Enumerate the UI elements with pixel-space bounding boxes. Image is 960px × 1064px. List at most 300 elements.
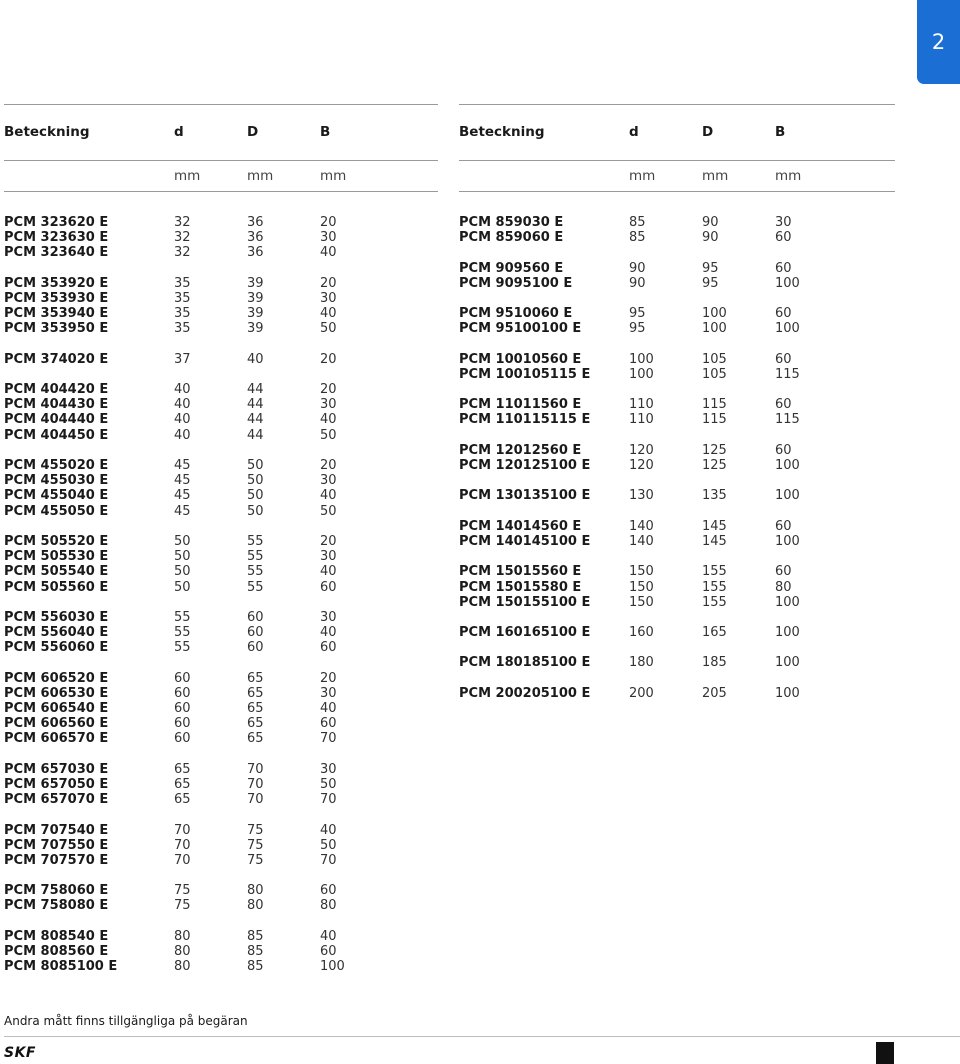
designation-cell: PCM 120125100 E xyxy=(459,458,591,473)
B-cell: 70 xyxy=(320,852,337,868)
table-row xyxy=(4,549,438,564)
D-cell: 115 xyxy=(702,412,727,428)
table-row xyxy=(459,261,895,276)
B-cell: 100 xyxy=(775,625,800,641)
footer-rule xyxy=(4,1036,960,1037)
designation-cell: PCM 859060 E xyxy=(459,230,564,246)
row-group xyxy=(4,671,438,747)
d-cell: 45 xyxy=(174,473,191,489)
designation-cell: PCM 8085100 E xyxy=(4,959,118,975)
designation-cell: PCM 353940 E xyxy=(4,306,109,322)
D-cell: 44 xyxy=(247,382,264,398)
designation-cell: PCM 353930 E xyxy=(4,290,109,306)
table-row xyxy=(4,625,438,640)
table-row xyxy=(459,321,895,336)
D-cell: 75 xyxy=(247,822,264,838)
table-row xyxy=(4,397,438,412)
designation-cell: PCM 404420 E xyxy=(4,382,109,398)
d-cell: 45 xyxy=(174,503,191,519)
B-cell: 40 xyxy=(320,306,337,322)
designation-cell: PCM 606540 E xyxy=(4,701,109,716)
D-cell: 60 xyxy=(247,609,264,625)
table-row xyxy=(4,610,438,625)
unit-D: mm xyxy=(702,168,729,184)
table-row xyxy=(4,838,438,853)
designation-cell: PCM 200205100 E xyxy=(459,685,591,701)
d-cell: 50 xyxy=(174,549,191,565)
designation-cell: PCM 14014560 E xyxy=(459,518,582,534)
designation-cell: PCM 130135100 E xyxy=(459,488,591,504)
D-cell: 155 xyxy=(702,564,727,580)
table-row xyxy=(459,686,895,701)
table-row xyxy=(4,382,438,397)
d-cell: 100 xyxy=(629,366,654,382)
designation-cell: PCM 404440 E xyxy=(4,412,109,428)
D-cell: 55 xyxy=(247,549,264,565)
D-cell: 80 xyxy=(247,898,264,914)
designation-cell: PCM 9510060 E xyxy=(459,306,573,322)
table-row xyxy=(4,823,438,838)
B-cell: 20 xyxy=(320,670,337,686)
d-cell: 65 xyxy=(174,792,191,808)
row-group xyxy=(4,610,438,656)
B-cell: 60 xyxy=(320,640,337,656)
table-row xyxy=(4,534,438,549)
D-cell: 70 xyxy=(247,776,264,792)
D-cell: 100 xyxy=(702,306,727,322)
header-D: D xyxy=(702,124,714,140)
row-group xyxy=(459,215,895,245)
D-cell: 44 xyxy=(247,412,264,428)
B-cell: 115 xyxy=(775,412,800,428)
D-cell: 36 xyxy=(247,230,264,246)
designation-cell: PCM 556040 E xyxy=(4,625,109,641)
table-row xyxy=(459,519,895,534)
row-group xyxy=(4,883,438,913)
row-group xyxy=(459,306,895,336)
unit-B: mm xyxy=(775,168,802,184)
d-cell: 120 xyxy=(629,458,654,473)
unit-d: mm xyxy=(629,168,656,184)
D-cell: 115 xyxy=(702,397,727,413)
table-row xyxy=(459,397,895,412)
D-cell: 65 xyxy=(247,685,264,701)
designation-cell: PCM 505520 E xyxy=(4,533,109,549)
row-group xyxy=(459,686,895,701)
header-D: D xyxy=(247,124,259,140)
d-cell: 45 xyxy=(174,458,191,473)
table-body xyxy=(4,192,438,974)
D-cell: 65 xyxy=(247,716,264,732)
designation-cell: PCM 353920 E xyxy=(4,275,109,291)
D-cell: 105 xyxy=(702,351,727,367)
B-cell: 20 xyxy=(320,215,337,230)
D-cell: 50 xyxy=(247,473,264,489)
table-row xyxy=(4,352,438,367)
D-cell: 60 xyxy=(247,625,264,641)
D-cell: 50 xyxy=(247,503,264,519)
header-d: d xyxy=(174,124,184,140)
table-row xyxy=(4,686,438,701)
d-cell: 160 xyxy=(629,625,654,641)
table-row xyxy=(4,473,438,488)
table-row xyxy=(4,580,438,595)
D-cell: 36 xyxy=(247,215,264,230)
row-group xyxy=(4,352,438,367)
designation-cell: PCM 505530 E xyxy=(4,549,109,565)
table-row xyxy=(4,792,438,807)
D-cell: 40 xyxy=(247,351,264,367)
designation-cell: PCM 12012560 E xyxy=(459,442,582,458)
row-group xyxy=(459,443,895,473)
table-row xyxy=(459,367,895,382)
header-d: d xyxy=(629,124,639,140)
table-row xyxy=(459,458,895,473)
row-group xyxy=(459,564,895,610)
table-row xyxy=(4,762,438,777)
D-cell: 36 xyxy=(247,245,264,261)
designation-cell: PCM 556030 E xyxy=(4,609,109,625)
designation-cell: PCM 455040 E xyxy=(4,488,109,504)
B-cell: 60 xyxy=(320,883,337,899)
table-row xyxy=(4,944,438,959)
d-cell: 65 xyxy=(174,761,191,777)
table-row xyxy=(459,534,895,549)
table-row xyxy=(4,488,438,503)
D-cell: 95 xyxy=(702,260,719,276)
d-cell: 40 xyxy=(174,397,191,413)
table-row xyxy=(4,245,438,260)
designation-cell: PCM 404430 E xyxy=(4,397,109,413)
B-cell: 115 xyxy=(775,366,800,382)
d-cell: 50 xyxy=(174,564,191,580)
row-group xyxy=(459,655,895,670)
d-cell: 35 xyxy=(174,275,191,291)
table-row xyxy=(459,230,895,245)
d-cell: 70 xyxy=(174,837,191,853)
d-cell: 200 xyxy=(629,685,654,701)
designation-cell: PCM 9095100 E xyxy=(459,275,573,291)
D-cell: 85 xyxy=(247,944,264,959)
designation-cell: PCM 15015560 E xyxy=(459,564,582,580)
designation-cell: PCM 909560 E xyxy=(459,260,564,276)
table-row xyxy=(459,306,895,321)
B-cell: 100 xyxy=(775,321,800,337)
row-group xyxy=(459,625,895,640)
table-row xyxy=(459,580,895,595)
B-cell: 20 xyxy=(320,382,337,398)
d-cell: 55 xyxy=(174,640,191,656)
unit-d: mm xyxy=(174,168,201,184)
designation-cell: PCM 707570 E xyxy=(4,852,109,868)
D-cell: 55 xyxy=(247,579,264,595)
footnote: Andra mått finns tillgängliga på begäran xyxy=(4,1014,248,1028)
B-cell: 40 xyxy=(320,245,337,261)
table-row xyxy=(459,276,895,291)
B-cell: 20 xyxy=(320,275,337,291)
row-group xyxy=(4,458,438,519)
B-cell: 50 xyxy=(320,427,337,443)
table-row xyxy=(4,306,438,321)
designation-cell: PCM 10010560 E xyxy=(459,351,582,367)
B-cell: 30 xyxy=(320,473,337,489)
B-cell: 80 xyxy=(775,579,792,595)
D-cell: 100 xyxy=(702,321,727,337)
table-row xyxy=(459,564,895,579)
d-cell: 80 xyxy=(174,944,191,959)
B-cell: 20 xyxy=(320,351,337,367)
B-cell: 30 xyxy=(320,549,337,565)
designation-cell: PCM 323640 E xyxy=(4,245,109,261)
table-row xyxy=(4,716,438,731)
d-cell: 85 xyxy=(629,215,646,230)
table-row xyxy=(4,640,438,655)
B-cell: 100 xyxy=(775,594,800,610)
d-cell: 85 xyxy=(629,230,646,246)
d-cell: 75 xyxy=(174,883,191,899)
page-number: 2 xyxy=(931,30,946,54)
table-row xyxy=(4,701,438,716)
B-cell: 80 xyxy=(320,898,337,914)
row-group xyxy=(4,382,438,443)
table-row xyxy=(4,853,438,868)
designation-cell: PCM 556060 E xyxy=(4,640,109,656)
D-cell: 39 xyxy=(247,321,264,337)
B-cell: 50 xyxy=(320,321,337,337)
D-cell: 145 xyxy=(702,518,727,534)
d-cell: 140 xyxy=(629,518,654,534)
B-cell: 20 xyxy=(320,458,337,473)
B-cell: 100 xyxy=(775,685,800,701)
designation-cell: PCM 160165100 E xyxy=(459,625,591,641)
D-cell: 39 xyxy=(247,306,264,322)
B-cell: 40 xyxy=(320,928,337,944)
d-cell: 60 xyxy=(174,670,191,686)
D-cell: 50 xyxy=(247,458,264,473)
designation-cell: PCM 455020 E xyxy=(4,458,109,473)
unit-D: mm xyxy=(247,168,274,184)
D-cell: 44 xyxy=(247,427,264,443)
table-row xyxy=(459,443,895,458)
row-group xyxy=(4,929,438,975)
D-cell: 55 xyxy=(247,564,264,580)
d-cell: 120 xyxy=(629,442,654,458)
designation-cell: PCM 606570 E xyxy=(4,731,109,747)
B-cell: 70 xyxy=(320,792,337,808)
table-row xyxy=(4,564,438,579)
D-cell: 39 xyxy=(247,290,264,306)
designation-cell: PCM 110115115 E xyxy=(459,412,591,428)
d-cell: 45 xyxy=(174,488,191,504)
table-row xyxy=(459,655,895,670)
B-cell: 30 xyxy=(320,230,337,246)
row-group xyxy=(459,519,895,549)
D-cell: 75 xyxy=(247,852,264,868)
B-cell: 30 xyxy=(320,609,337,625)
d-cell: 60 xyxy=(174,731,191,747)
unit-B: mm xyxy=(320,168,347,184)
B-cell: 100 xyxy=(775,275,800,291)
D-cell: 80 xyxy=(247,883,264,899)
d-cell: 55 xyxy=(174,609,191,625)
row-group xyxy=(459,488,895,503)
B-cell: 60 xyxy=(775,442,792,458)
designation-cell: PCM 455030 E xyxy=(4,473,109,489)
B-cell: 30 xyxy=(320,397,337,413)
corner-marker xyxy=(876,1042,894,1064)
D-cell: 185 xyxy=(702,655,727,671)
row-group xyxy=(459,352,895,382)
B-cell: 100 xyxy=(775,488,800,504)
designation-cell: PCM 808540 E xyxy=(4,928,109,944)
table-row xyxy=(4,959,438,974)
B-cell: 30 xyxy=(320,290,337,306)
right-table xyxy=(459,104,895,716)
D-cell: 205 xyxy=(702,685,727,701)
d-cell: 35 xyxy=(174,306,191,322)
d-cell: 80 xyxy=(174,928,191,944)
d-cell: 65 xyxy=(174,776,191,792)
designation-cell: PCM 758060 E xyxy=(4,883,109,899)
D-cell: 50 xyxy=(247,488,264,504)
table-row xyxy=(459,488,895,503)
table-row xyxy=(4,291,438,306)
table-row xyxy=(4,412,438,427)
designation-cell: PCM 505540 E xyxy=(4,564,109,580)
D-cell: 65 xyxy=(247,670,264,686)
row-group xyxy=(4,762,438,808)
B-cell: 60 xyxy=(775,260,792,276)
designation-cell: PCM 657050 E xyxy=(4,776,109,792)
B-cell: 60 xyxy=(775,518,792,534)
table-row xyxy=(459,215,895,230)
designation-cell: PCM 606530 E xyxy=(4,685,109,701)
B-cell: 50 xyxy=(320,776,337,792)
D-cell: 85 xyxy=(247,928,264,944)
table-row xyxy=(4,883,438,898)
D-cell: 75 xyxy=(247,837,264,853)
D-cell: 44 xyxy=(247,397,264,413)
D-cell: 85 xyxy=(247,959,264,975)
row-group xyxy=(459,261,895,291)
D-cell: 135 xyxy=(702,488,727,504)
table-row xyxy=(459,352,895,367)
D-cell: 55 xyxy=(247,533,264,549)
table-header-row xyxy=(459,105,895,160)
header-B: B xyxy=(320,124,331,140)
designation-cell: PCM 455050 E xyxy=(4,503,109,519)
B-cell: 30 xyxy=(775,215,792,230)
d-cell: 90 xyxy=(629,260,646,276)
row-group xyxy=(4,823,438,869)
D-cell: 65 xyxy=(247,701,264,716)
d-cell: 180 xyxy=(629,655,654,671)
B-cell: 50 xyxy=(320,837,337,853)
header-designation: Beteckning xyxy=(4,124,90,140)
d-cell: 37 xyxy=(174,351,191,367)
table-row xyxy=(4,898,438,913)
d-cell: 35 xyxy=(174,321,191,337)
B-cell: 60 xyxy=(320,579,337,595)
B-cell: 100 xyxy=(320,959,345,975)
left-table xyxy=(4,104,438,990)
table-unit-row xyxy=(4,161,438,191)
designation-cell: PCM 657070 E xyxy=(4,792,109,808)
d-cell: 40 xyxy=(174,427,191,443)
header-designation: Beteckning xyxy=(459,124,545,140)
d-cell: 130 xyxy=(629,488,654,504)
table-row xyxy=(4,504,438,519)
d-cell: 140 xyxy=(629,533,654,549)
d-cell: 60 xyxy=(174,716,191,732)
B-cell: 100 xyxy=(775,533,800,549)
d-cell: 110 xyxy=(629,397,654,413)
B-cell: 40 xyxy=(320,488,337,504)
d-cell: 40 xyxy=(174,412,191,428)
row-group xyxy=(4,276,438,337)
d-cell: 50 xyxy=(174,533,191,549)
designation-cell: PCM 150155100 E xyxy=(459,594,591,610)
d-cell: 70 xyxy=(174,822,191,838)
B-cell: 60 xyxy=(775,397,792,413)
D-cell: 90 xyxy=(702,215,719,230)
B-cell: 40 xyxy=(320,412,337,428)
table-row xyxy=(4,671,438,686)
table-row xyxy=(4,428,438,443)
d-cell: 55 xyxy=(174,625,191,641)
designation-cell: PCM 353950 E xyxy=(4,321,109,337)
D-cell: 105 xyxy=(702,366,727,382)
designation-cell: PCM 859030 E xyxy=(459,215,564,230)
designation-cell: PCM 707540 E xyxy=(4,822,109,838)
d-cell: 60 xyxy=(174,685,191,701)
designation-cell: PCM 95100100 E xyxy=(459,321,582,337)
B-cell: 30 xyxy=(320,685,337,701)
d-cell: 80 xyxy=(174,959,191,975)
designation-cell: PCM 140145100 E xyxy=(459,533,591,549)
d-cell: 90 xyxy=(629,275,646,291)
designation-cell: PCM 374020 E xyxy=(4,351,109,367)
designation-cell: PCM 758080 E xyxy=(4,898,109,914)
B-cell: 50 xyxy=(320,503,337,519)
B-cell: 60 xyxy=(320,944,337,959)
d-cell: 60 xyxy=(174,701,191,716)
table-row xyxy=(459,412,895,427)
designation-cell: PCM 707550 E xyxy=(4,837,109,853)
designation-cell: PCM 404450 E xyxy=(4,427,109,443)
designation-cell: PCM 100105115 E xyxy=(459,366,591,382)
d-cell: 70 xyxy=(174,852,191,868)
B-cell: 40 xyxy=(320,822,337,838)
table-row xyxy=(459,595,895,610)
D-cell: 70 xyxy=(247,792,264,808)
D-cell: 70 xyxy=(247,761,264,777)
table-row xyxy=(4,731,438,746)
d-cell: 150 xyxy=(629,579,654,595)
D-cell: 125 xyxy=(702,442,727,458)
B-cell: 60 xyxy=(320,716,337,732)
table-body xyxy=(459,192,895,701)
d-cell: 75 xyxy=(174,898,191,914)
table-row xyxy=(4,230,438,245)
D-cell: 60 xyxy=(247,640,264,656)
designation-cell: PCM 11011560 E xyxy=(459,397,582,413)
d-cell: 95 xyxy=(629,321,646,337)
d-cell: 32 xyxy=(174,230,191,246)
designation-cell: PCM 323620 E xyxy=(4,215,109,230)
d-cell: 32 xyxy=(174,245,191,261)
B-cell: 100 xyxy=(775,458,800,473)
